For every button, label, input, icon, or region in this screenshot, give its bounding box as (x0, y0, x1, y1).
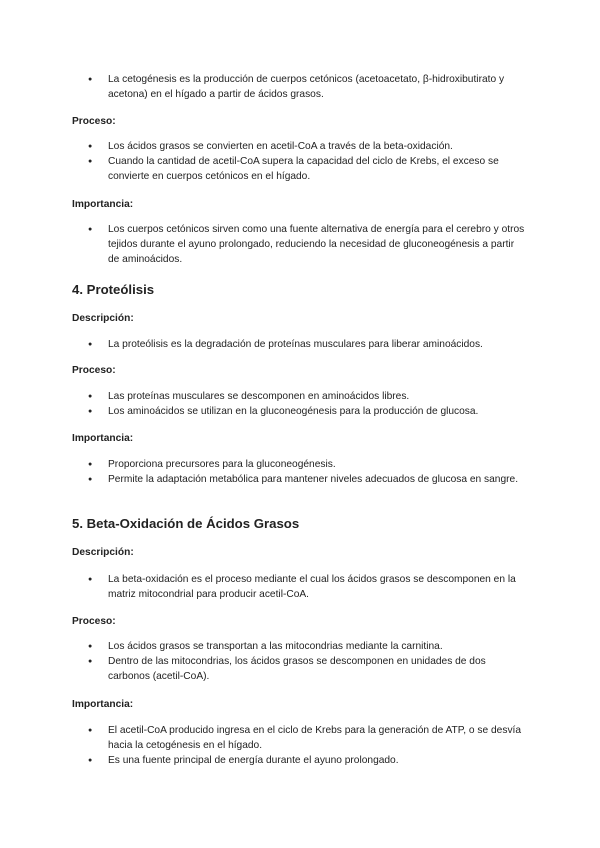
cetogenesis-intro-list (0, 72, 528, 102)
section-label-descripcion: Descripción: (72, 313, 134, 324)
list-item: ● Los ácidos grasos se transportan a las mitocondrias mediante la carnitina. (72, 639, 528, 654)
section-heading-proteolisis: 4. Proteólisis (72, 282, 155, 297)
cetogenesis-importancia-list (0, 222, 528, 267)
list-item: ● Cuando la cantidad de acetil-CoA supera la capacidad del ciclo de Krebs, el exceso se convierte en cuerpos cetónicos en el hígado. (72, 154, 528, 184)
proteolisis-descripcion-list (0, 337, 528, 352)
section-label-descripcion: Descripción: (72, 547, 134, 558)
section-label-proceso: Proceso: (72, 365, 116, 376)
list-item: ● La beta-oxidación es el proceso mediante el cual los ácidos grasos se descomponen en la matriz mitocondrial para producir acetil-CoA. (72, 572, 528, 602)
list-item: ● Es una fuente principal de energía durante el ayuno prolongado. (72, 753, 528, 768)
beta-oxidacion-importancia-list (0, 723, 528, 768)
list-item: ● Los ácidos grasos se convierten en acetil-CoA a través de la beta-oxidación. (72, 139, 528, 154)
list-item: ● Permite la adaptación metabólica para mantener niveles adecuados de glucosa en sangre. (72, 472, 528, 487)
proteolisis-proceso-list (0, 389, 528, 419)
list-item: ● El acetil-CoA producido ingresa en el ciclo de Krebs para la generación de ATP, o se desvía hacia la cetogénesis en el hígado. (72, 723, 528, 753)
section-label-importancia: Importancia: (72, 699, 134, 710)
list-item: ● Dentro de las mitocondrias, los ácidos grasos se descomponen en unidades de dos carbonos (acetil-CoA). (72, 654, 528, 684)
beta-oxidacion-descripcion-list (0, 572, 528, 602)
proteolisis-importancia-list (0, 457, 528, 487)
list-item: ● La cetogénesis es la producción de cuerpos cetónicos (acetoacetato, β-hidroxibutirato y acetona) en el hígado a partir de ácidos grasos. (72, 72, 528, 102)
section-label-proceso: Proceso: (72, 116, 116, 127)
section-label-proceso: Proceso: (72, 616, 116, 627)
cetogenesis-proceso-list (0, 139, 528, 184)
section-heading-beta-oxidacion: 5. Beta-Oxidación de Ácidos Grasos (72, 516, 300, 531)
list-item: ● Proporciona precursores para la gluconeogénesis. (72, 457, 528, 472)
list-item: ● Las proteínas musculares se descomponen en aminoácidos libres. (72, 389, 528, 404)
beta-oxidacion-proceso-list (0, 639, 528, 684)
section-label-importancia: Importancia: (72, 433, 134, 444)
section-label-importancia: Importancia: (72, 199, 134, 210)
list-item: ● La proteólisis es la degradación de proteínas musculares para liberar aminoácidos. (72, 337, 528, 352)
list-item: ● Los cuerpos cetónicos sirven como una fuente alternativa de energía para el cerebro y otros tejidos durante el ayuno prolongado, reduciendo la necesidad de gluconeogénesis a partir de aminoácidos. (72, 222, 528, 267)
list-item: ● Los aminoácidos se utilizan en la gluconeogénesis para la producción de glucosa. (72, 404, 528, 419)
